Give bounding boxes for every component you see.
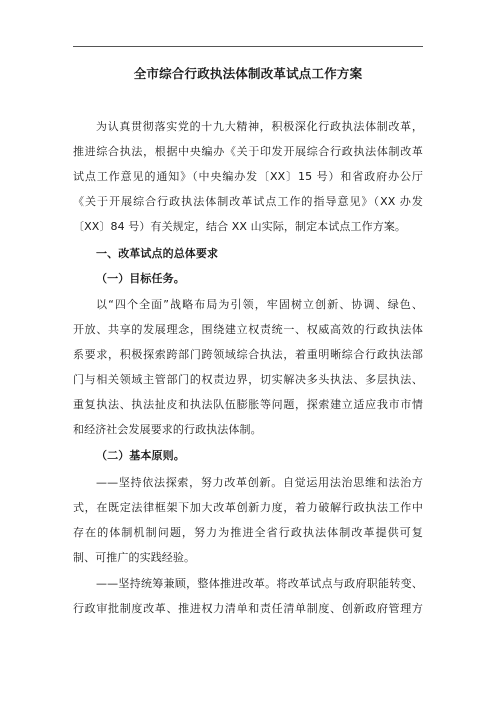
paragraph-line: ——坚持统筹兼顾，整体推进改革。将改革试点与政府职能转变、: [96, 577, 423, 590]
paragraph-line: 和经济社会发展要求的行政执法体制。: [73, 423, 262, 436]
subsection-heading: （一）目标任务。: [96, 272, 185, 285]
paragraph-line: 系要求，积极探索跨部门跨领域综合执法，着重明晰综合行政执法部: [73, 348, 423, 361]
document-title: 全市综合行政执法体制改革试点工作方案: [133, 66, 363, 81]
paragraph-line: 推进综合执法，根据中央编办《关于印发开展综合行政执法体制改革: [73, 145, 423, 158]
paragraph-line: 重复执法、执法扯皮和执法队伍膨胀等问题，探索建立适应我市市情: [73, 398, 423, 411]
paragraph-line: 门与相关领域主管部门的权责边界，切实解决多头执法、多层执法、: [73, 373, 423, 386]
paragraph-line: 开放、共享的发展理念，围绕建立权责统一、权威高效的行政执法体: [73, 323, 423, 336]
header-rule: [73, 46, 423, 47]
paragraph-line: 行政审批制度改革、推进权力清单和责任清单制度、创新政府管理方: [73, 602, 423, 615]
paragraph-line: 式，在既定法律框架下加大改革创新力度，着力破解行政执法工作中: [73, 501, 423, 514]
paragraph-line: 《关于开展综合行政执法体制改革试点工作的指导意见》（XX 办发: [73, 195, 423, 208]
paragraph-line: ——坚持依法探索，努力改革创新。自觉运用法治思维和法治方: [96, 476, 423, 489]
paragraph-line: 以“四个全面”战略布局为引领，牢固树立创新、协调、绿色、: [96, 298, 423, 311]
section-heading: 一、改革试点的总体要求: [96, 247, 219, 260]
paragraph-line: 制、可推广的实践经验。: [73, 551, 196, 564]
paragraph-line: 存在的体制机制问题，努力为推进全省行政执法体制改革提供可复: [73, 526, 423, 539]
subsection-heading: （二）基本原则。: [96, 449, 185, 462]
paragraph-line: 试点工作意见的通知》（中央编办发〔XX〕15 号）和省政府办公厅: [73, 170, 423, 183]
paragraph-line: 为认真贯彻落实党的十九大精神，积极深化行政执法体制改革，: [96, 120, 423, 133]
paragraph-line: 〔XX〕84 号）有关规定，结合 XX 山实际，制定本试点工作方案。: [73, 220, 407, 233]
